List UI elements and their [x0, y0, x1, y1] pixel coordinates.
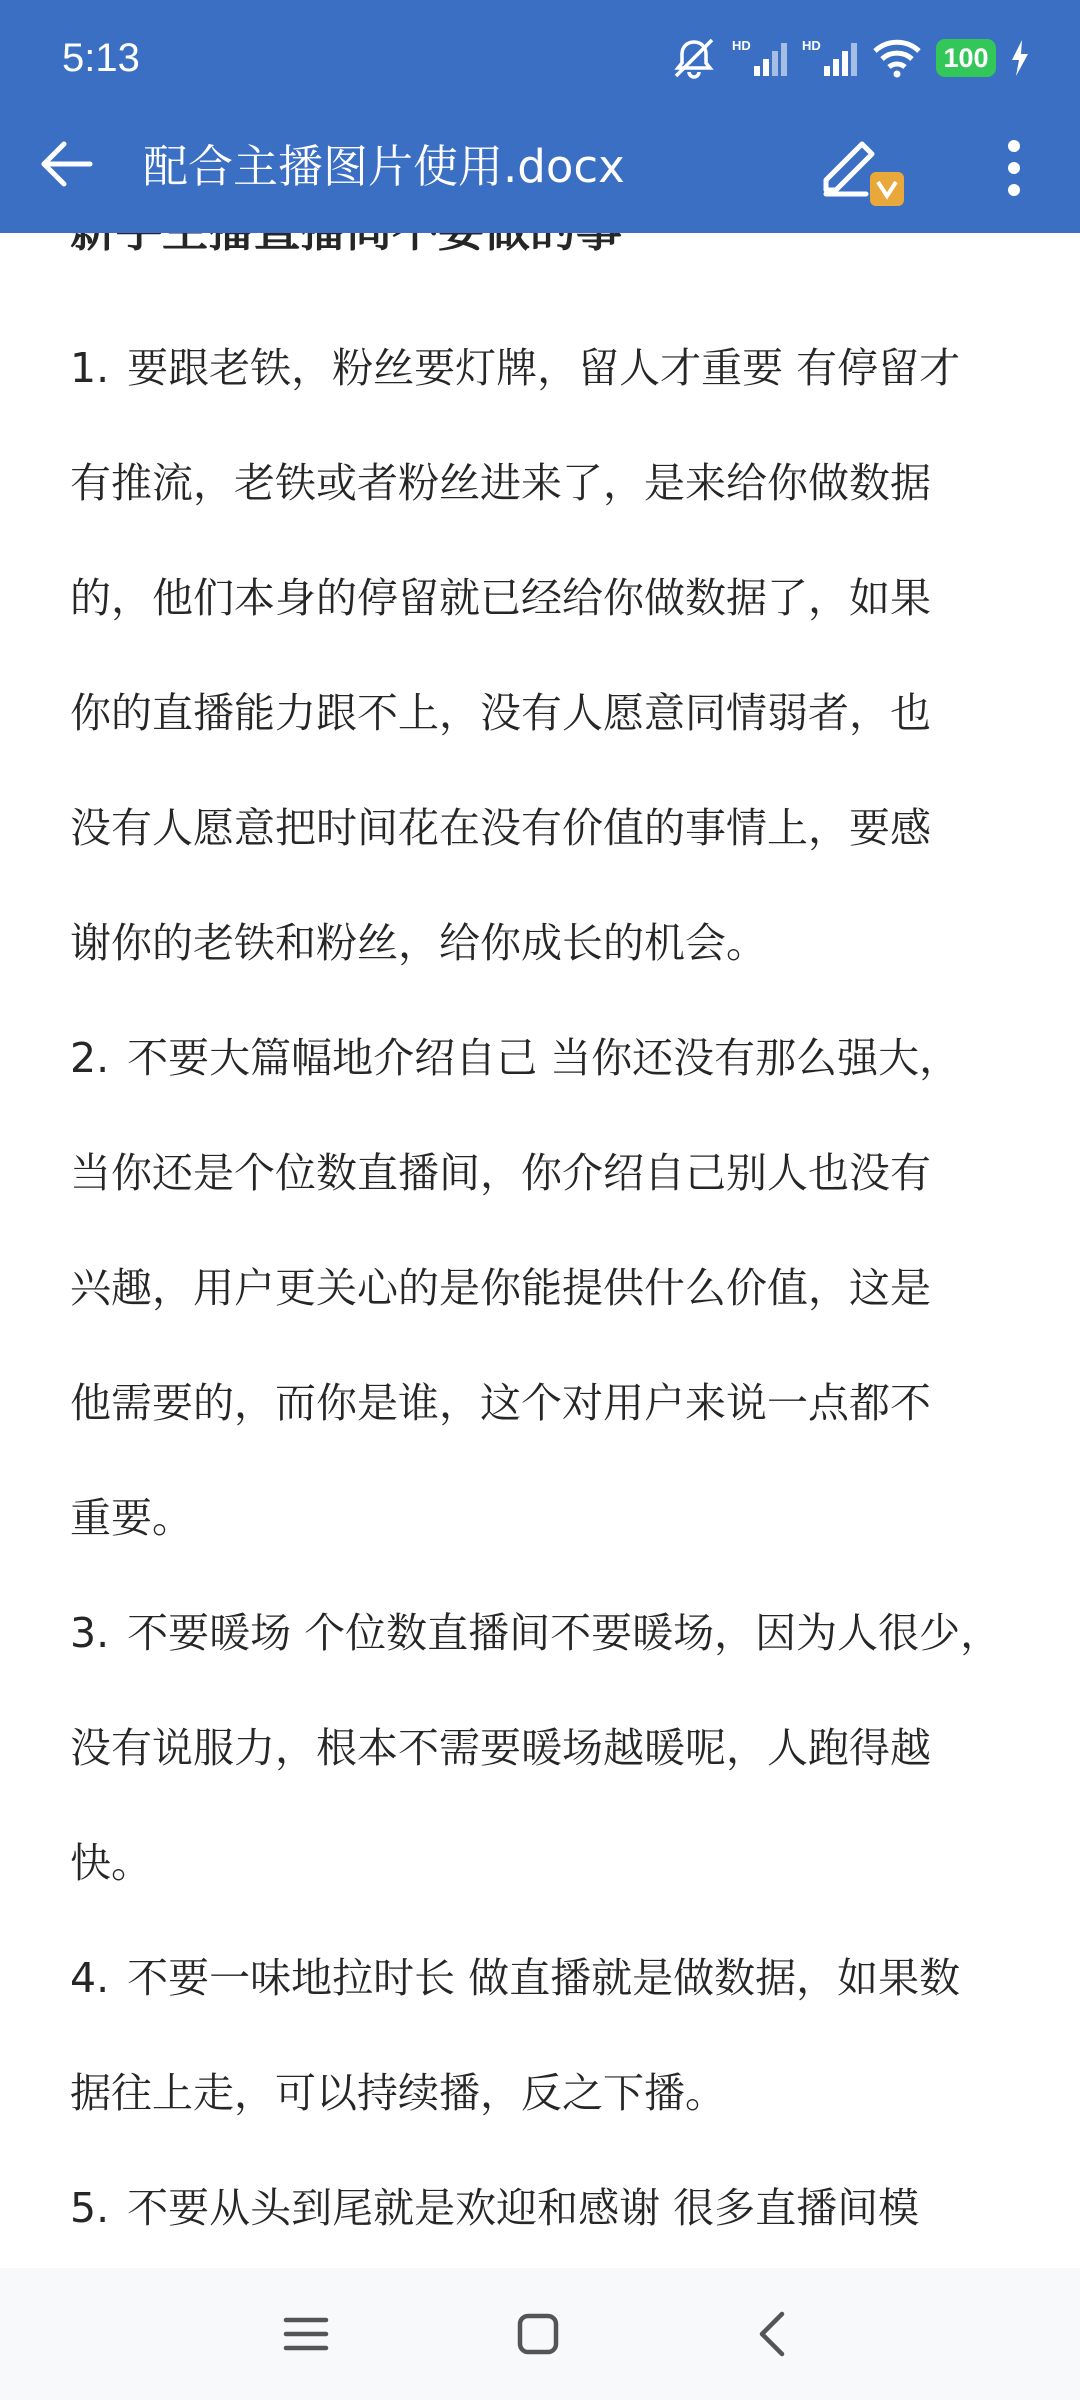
list-number: 3.: [70, 1609, 110, 1657]
line-text: 谢你的老铁和粉丝，给你成长的机会。: [70, 919, 767, 967]
more-vertical-icon: [996, 136, 1032, 200]
line-text: 的，他们本身的停留就已经给你做数据了，如果: [70, 574, 931, 622]
list-item: [70, 2178, 919, 2238]
line-text: 不要一味地拉时长 做直播就是做数据，如果数: [127, 1954, 961, 2002]
arrow-left-icon: [34, 132, 98, 196]
list-number: 5.: [70, 2184, 110, 2232]
list-item: [70, 1603, 1001, 1663]
svg-text:HD: HD: [802, 38, 821, 53]
app-header: [0, 0, 1080, 233]
line-text: 有推流，老铁或者粉丝进来了，是来给你做数据: [70, 459, 931, 507]
home-square-icon: [506, 2302, 570, 2366]
home-button[interactable]: [506, 2302, 570, 2366]
list-item-line: [70, 568, 931, 628]
more-options-button[interactable]: [996, 136, 1032, 200]
list-item-line: [70, 1833, 152, 1893]
list-item-line: [70, 1488, 193, 1548]
line-text: 他需要的，而你是谁，这个对用户来说一点都不: [70, 1379, 931, 1427]
list-item-line: [70, 798, 931, 858]
line-text: 要跟老铁，粉丝要灯牌，留人才重要 有停留才: [127, 344, 961, 392]
list-number: 4.: [70, 1954, 110, 2002]
hd-signal-icon: [802, 36, 858, 80]
line-text: 据往上走，可以持续播，反之下播。: [70, 2069, 726, 2117]
charging-icon: [1010, 40, 1030, 76]
line-text: 当你还是个位数直播间，你介绍自己别人也没有: [70, 1149, 931, 1197]
edit-button[interactable]: [818, 132, 912, 212]
list-item-line: [70, 1373, 931, 1433]
list-item-line: [70, 453, 931, 513]
svg-text:HD: HD: [732, 38, 751, 53]
line-text: 你的直播能力跟不上，没有人愿意同情弱者，也: [70, 689, 931, 737]
list-item-line: [70, 683, 931, 743]
back-chevron-icon: [742, 2302, 806, 2366]
menu-icon: [274, 2302, 338, 2366]
system-back-button[interactable]: [742, 2302, 806, 2366]
list-item: [70, 1028, 960, 1088]
battery-icon: 100: [936, 39, 996, 77]
line-text: 不要从头到尾就是欢迎和感谢 很多直播间模: [127, 2184, 920, 2232]
wifi-icon: [872, 38, 922, 78]
list-item-line: [70, 1718, 931, 1778]
mute-icon: [670, 36, 718, 80]
pencil-edit-icon: [818, 132, 912, 212]
line-text: 兴趣，用户更关心的是你能提供什么价值，这是: [70, 1264, 931, 1312]
back-button[interactable]: [34, 132, 98, 196]
hd-signal-icon: [732, 36, 788, 80]
list-number: 2.: [70, 1034, 110, 1082]
list-item-line: [70, 2063, 726, 2123]
line-text: 不要暖场 个位数直播间不要暖场，因为人很少，: [127, 1609, 1002, 1657]
document-title: 配合主播图片使用.docx: [143, 140, 625, 193]
list-item-line: [70, 1143, 931, 1203]
line-text: 没有说服力，根本不需要暖场越暖呢，人跑得越: [70, 1724, 931, 1772]
line-text: 重要。: [70, 1494, 193, 1542]
list-number: 1.: [70, 344, 110, 392]
line-text: 没有人愿意把时间花在没有价值的事情上，要感: [70, 804, 931, 852]
status-time: 5:13: [62, 36, 140, 80]
list-item-line: [70, 1258, 931, 1318]
status-icons: [670, 30, 1030, 86]
list-item: [70, 1948, 960, 2008]
line-text: 快。: [70, 1839, 152, 1887]
recent-apps-button[interactable]: [274, 2302, 338, 2366]
list-item-line: [70, 913, 767, 973]
line-text: 不要大篇幅地介绍自己 当你还没有那么强大，: [127, 1034, 961, 1082]
system-navigation-bar: [0, 2268, 1080, 2400]
list-item: [70, 338, 960, 398]
